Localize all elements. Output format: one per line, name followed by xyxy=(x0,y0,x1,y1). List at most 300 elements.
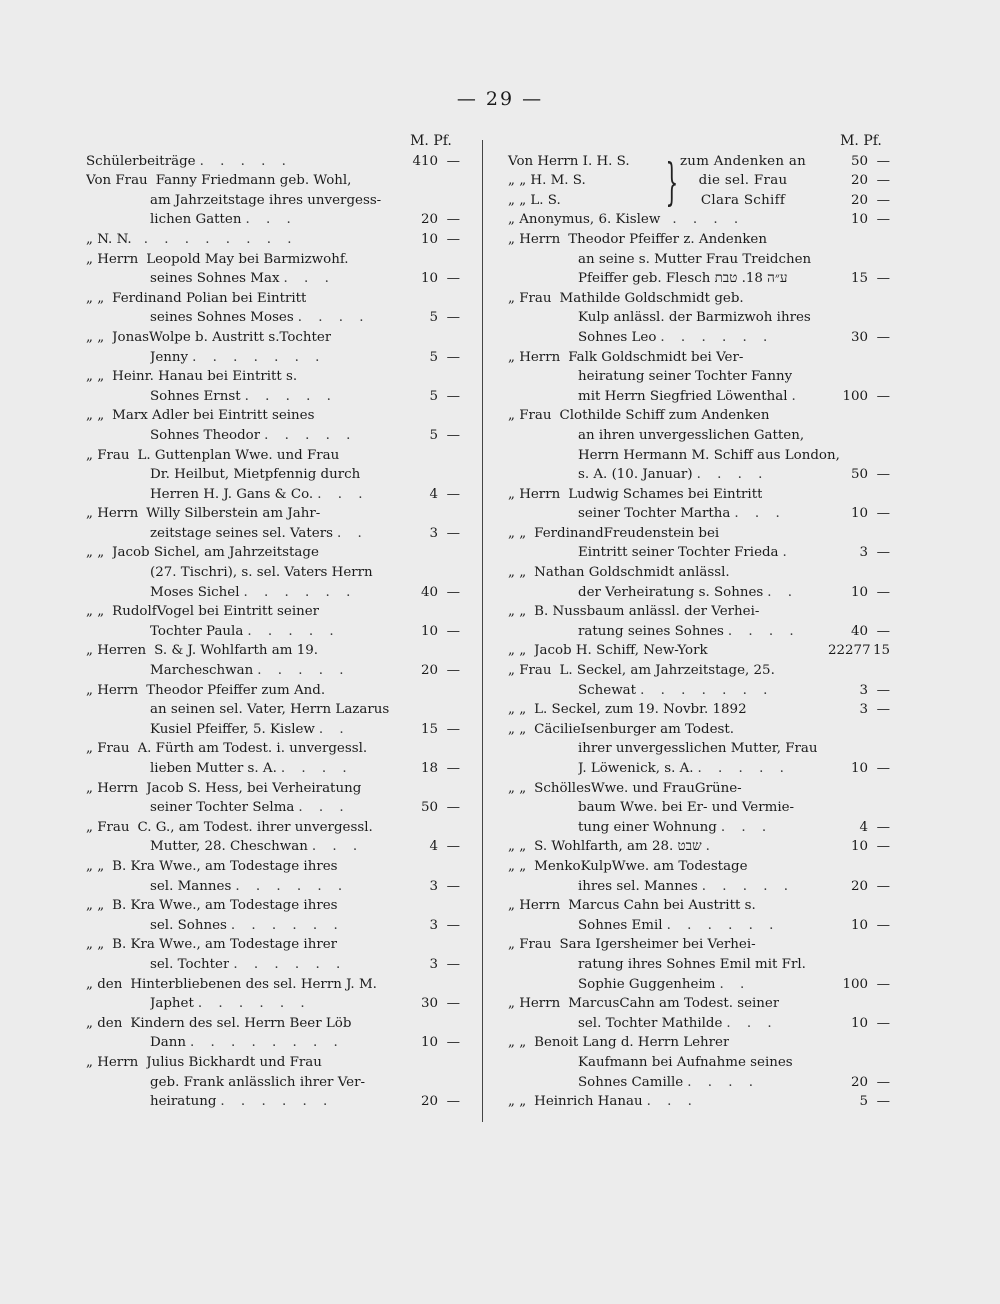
amount-mark: 15 xyxy=(850,271,868,287)
entry-prefix: „ Herrn xyxy=(508,349,561,365)
entry-prefix: „ „ xyxy=(86,604,105,620)
entry-line xyxy=(86,1033,462,1053)
entry-text: Sohnes Leo xyxy=(578,329,657,345)
entry-line xyxy=(86,328,462,348)
entry-text: Herrn Hermann M. Schiff aus London, xyxy=(578,447,840,463)
entry-prefix: „ „ xyxy=(86,290,105,306)
amount-pfennig: — xyxy=(876,702,890,718)
entry-line xyxy=(86,779,462,799)
amount-pfennig: — xyxy=(446,917,460,933)
entry-line xyxy=(86,191,462,211)
amount-pfennig: — xyxy=(446,153,460,169)
amount-pfennig: — xyxy=(876,192,890,208)
entry-text: B. Kra Wwe., am Todestage ihres xyxy=(112,858,338,874)
amount-pfennig: — xyxy=(876,917,890,933)
amount xyxy=(398,622,462,642)
entry-text: Theodor Pfeiffer z. Andenken xyxy=(568,231,767,247)
leader-dots: . . . . . . xyxy=(230,917,344,933)
amount-pfennig: — xyxy=(876,329,890,345)
entry-line xyxy=(508,837,892,857)
entry-text: an seinen sel. Vater, Herrn Lazarus xyxy=(150,702,390,718)
column-divider xyxy=(482,140,483,1122)
amount-pfennig: — xyxy=(876,976,890,992)
amount xyxy=(828,583,892,603)
entry-line xyxy=(508,426,892,446)
entry-line xyxy=(508,406,892,426)
leader-dots: . . . xyxy=(646,1094,698,1110)
leader-dots: . . . . . xyxy=(199,153,292,169)
entry-line xyxy=(86,681,462,701)
entry-line xyxy=(86,485,462,505)
brace-rows xyxy=(508,152,892,211)
entry-line xyxy=(508,661,892,681)
leader-dots: . xyxy=(782,545,793,561)
amount-pfennig: — xyxy=(446,996,460,1012)
entry-text: lichen Gatten xyxy=(150,212,242,228)
entry-text: Jenny xyxy=(150,349,189,365)
entry-line xyxy=(86,426,462,446)
dedication-text: die sel. Frau xyxy=(698,173,788,189)
list-item xyxy=(508,641,892,661)
entry-line xyxy=(86,1014,462,1034)
entry-line xyxy=(86,759,462,779)
entry-line xyxy=(86,230,462,250)
list-item xyxy=(86,602,462,641)
entry-text: an ihren unvergesslichen Gatten, xyxy=(578,427,805,443)
amount xyxy=(398,916,462,936)
brace-row xyxy=(508,191,892,211)
amount-mark: 50 xyxy=(850,467,868,483)
entry-prefix: „ Herren xyxy=(86,643,147,659)
leader-dots: . . . xyxy=(311,839,364,855)
amount xyxy=(398,1033,462,1053)
entry-text: Eintritt seiner Tochter Frieda xyxy=(578,545,779,561)
list-item xyxy=(86,289,462,328)
entry-text: Kusiel Pfeiffer, 5. Kislew xyxy=(150,721,315,737)
left-unit-header: M. Pf. xyxy=(410,133,452,149)
entry-text: Fanny Friedmann geb. Wohl, xyxy=(155,173,352,189)
entry-text: Kulp anlässl. der Barmizwoh ihres xyxy=(578,310,811,326)
amount xyxy=(398,269,462,289)
amount xyxy=(828,1092,892,1112)
entry-line xyxy=(508,641,892,661)
amount xyxy=(398,210,462,230)
amount-mark: 5 xyxy=(429,349,438,365)
amount xyxy=(828,681,892,701)
entry-text: A. Fürth am Todest. i. unvergessl. xyxy=(137,741,368,757)
list-item xyxy=(86,1053,462,1112)
amount-pfennig: — xyxy=(446,1035,460,1051)
entry-line xyxy=(508,739,892,759)
amount-mark: 10 xyxy=(420,623,438,639)
list-item xyxy=(86,641,462,680)
amount xyxy=(828,328,892,348)
entry-text: am Jahrzeitstage ihres unvergess- xyxy=(150,192,382,208)
entry-text: Marcus Cahn bei Austritt s. xyxy=(568,898,756,914)
amount-mark: 20 xyxy=(420,663,438,679)
list-item xyxy=(508,700,892,720)
right-column xyxy=(508,132,892,1112)
entry-line xyxy=(86,661,462,681)
entry-prefix: „ N. N. xyxy=(86,231,132,247)
list-item xyxy=(508,602,892,641)
entry-line xyxy=(86,504,462,524)
brace-row xyxy=(508,171,892,191)
amount-mark: 10 xyxy=(850,917,868,933)
entry-text: Dann xyxy=(150,1035,186,1051)
list-item xyxy=(508,720,892,779)
entry-text: Falk Goldschmidt bei Ver- xyxy=(568,349,744,365)
entry-line xyxy=(508,857,892,877)
entry-prefix: „ „ xyxy=(508,1035,527,1051)
entry-text: geb. Frank anlässlich ihrer Ver- xyxy=(150,1074,365,1090)
entry-prefix: „ Frau xyxy=(508,408,552,424)
amount-pfennig: — xyxy=(876,271,890,287)
amount-mark: 20 xyxy=(850,173,868,189)
amount xyxy=(398,994,462,1014)
entry-prefix: „ „ xyxy=(508,702,527,718)
entry-text: Sohnes Ernst xyxy=(150,388,241,404)
entry-text: Sohnes Emil xyxy=(578,917,663,933)
entry-text: Tochter Paula xyxy=(150,623,244,639)
entry-line xyxy=(508,759,892,779)
amount xyxy=(398,230,462,250)
entry-line xyxy=(508,308,892,328)
entry-prefix: „ „ xyxy=(86,898,105,914)
entry-line xyxy=(86,641,462,661)
entry-line xyxy=(86,916,462,936)
amount-mark: 10 xyxy=(850,212,868,228)
amount xyxy=(398,152,462,172)
entry-line xyxy=(86,818,462,838)
entry-line xyxy=(86,1073,462,1093)
entry-line xyxy=(508,1092,892,1112)
entry-text: sel. Mannes xyxy=(150,878,232,894)
entry-text: S. Wohlfarth, am 28. שבט xyxy=(534,839,702,855)
amount-mark: 10 xyxy=(420,1035,438,1051)
entry-text: Schülerbeiträge xyxy=(86,153,196,169)
right-unit-header: M. Pf. xyxy=(840,133,882,149)
entry-line xyxy=(508,955,892,975)
entry-prefix: Von Frau xyxy=(86,173,148,189)
amount-pfennig: — xyxy=(446,388,460,404)
entry-prefix: „ „ xyxy=(86,545,105,561)
leader-dots: . . . . . xyxy=(244,388,337,404)
entry-line xyxy=(508,877,892,897)
entry-text: mit Herrn Siegfried Löwenthal xyxy=(578,388,788,404)
entry-text: Kaufmann bei Aufnahme seines xyxy=(578,1054,793,1070)
entry-line xyxy=(86,700,462,720)
amount xyxy=(828,465,892,485)
entry-line xyxy=(508,622,892,642)
entry-prefix: „ Frau xyxy=(86,741,130,757)
entry-text: FerdinandFreudenstein bei xyxy=(534,525,720,541)
amount-pfennig: — xyxy=(446,231,460,247)
entry-line xyxy=(86,563,462,583)
dedication-text: zum Andenken an xyxy=(679,153,807,169)
list-item xyxy=(86,171,462,230)
entry-line xyxy=(86,171,462,191)
entry-prefix: „ Frau xyxy=(86,819,130,835)
amount-mark: 30 xyxy=(420,996,438,1012)
entry-line xyxy=(508,798,892,818)
list-item xyxy=(86,975,462,1014)
list-item xyxy=(508,1092,892,1112)
entry-text: SchöllesWwe. und FrauGrüne- xyxy=(534,780,742,796)
entry-text: s. A. (10. Januar) xyxy=(578,467,693,483)
entry-line xyxy=(86,602,462,622)
donor-name: „ „ L. S. xyxy=(508,192,561,208)
amount-pfennig: — xyxy=(876,819,890,835)
amount-pfennig: — xyxy=(876,1015,890,1031)
amount-pfennig: — xyxy=(876,682,890,698)
entry-prefix: „ „ xyxy=(86,937,105,953)
entry-text: Mutter, 28. Cheschwan xyxy=(150,839,308,855)
leader-dots: . . xyxy=(767,584,799,600)
entry-prefix: „ Herrn xyxy=(86,682,139,698)
list-item xyxy=(86,896,462,935)
leader-dots: . . . . . . xyxy=(235,878,349,894)
entry-text: Schewat xyxy=(578,682,637,698)
brace-group xyxy=(508,152,892,211)
entry-text: MenkoKulpWwe. am Todestage xyxy=(534,858,748,874)
entry-line xyxy=(508,583,892,603)
entry-text: an seine s. Mutter Frau Treidchen xyxy=(578,251,812,267)
entry-prefix: „ Herrn xyxy=(86,1054,139,1070)
amount-pfennig: — xyxy=(446,310,460,326)
amount-pfennig: — xyxy=(446,956,460,972)
entry-line xyxy=(86,877,462,897)
amount xyxy=(398,837,462,857)
entry-text: sel. Tochter Mathilde xyxy=(578,1015,723,1031)
amount-mark: 40 xyxy=(850,623,868,639)
entry-text: B. Kra Wwe., am Todestage ihrer xyxy=(112,937,338,953)
entry-text: ratung seines Sohnes xyxy=(578,623,724,639)
list-item xyxy=(86,328,462,367)
amount xyxy=(828,641,892,661)
amount xyxy=(398,348,462,368)
entry-line xyxy=(86,1053,462,1073)
entry-prefix: „ „ xyxy=(86,858,105,874)
amount-pfennig: — xyxy=(876,584,890,600)
amount-pfennig: — xyxy=(876,173,890,189)
amount xyxy=(398,720,462,740)
entry-prefix: „ Herrn xyxy=(508,486,561,502)
entry-prefix: „ „ xyxy=(508,1094,527,1110)
leader-dots: . . . . . . . xyxy=(640,682,774,698)
entry-text: JonasWolpe b. Austritt s.Tochter xyxy=(112,329,332,345)
entry-prefix: „ Frau xyxy=(86,447,130,463)
amount xyxy=(398,877,462,897)
list-item xyxy=(508,896,892,935)
amount-mark: 20 xyxy=(420,212,438,228)
entry-line xyxy=(508,700,892,720)
entry-prefix: „ Anonymus, 6. Kislew xyxy=(508,212,661,228)
entry-prefix: „ „ xyxy=(508,858,527,874)
amount xyxy=(828,916,892,936)
entry-text: Ludwig Schames bei Eintritt xyxy=(568,486,763,502)
amount-mark: 5 xyxy=(429,310,438,326)
list-item xyxy=(86,681,462,740)
entry-prefix: „ Frau xyxy=(508,290,552,306)
list-item xyxy=(508,289,892,348)
right-entry-list xyxy=(508,210,892,1111)
amount-pfennig: — xyxy=(446,584,460,600)
list-item xyxy=(86,1014,462,1053)
amount-mark: 3 xyxy=(859,702,868,718)
entry-text: S. & J. Wohlfarth am 19. xyxy=(154,643,319,659)
list-item xyxy=(86,446,462,505)
list-item xyxy=(86,250,462,289)
list-item xyxy=(508,779,892,838)
entry-text: lieben Mutter s. A. xyxy=(150,761,277,776)
amount-pfennig: — xyxy=(876,506,890,522)
leader-dots: . . . xyxy=(298,800,350,816)
entry-line xyxy=(508,524,892,544)
amount-pfennig: — xyxy=(876,467,890,483)
entry-text: der Verheiratung s. Sohnes xyxy=(578,584,764,600)
amount-mark: 5 xyxy=(859,1094,868,1110)
leader-dots: . . . . xyxy=(672,212,745,228)
amount xyxy=(398,1092,462,1112)
amount-mark: 10 xyxy=(850,761,868,776)
amount-pfennig: — xyxy=(876,623,890,639)
entry-text: Dr. Heilbut, Mietpfennig durch xyxy=(150,467,361,483)
amount-mark: 40 xyxy=(420,584,438,600)
amount-pfennig: — xyxy=(876,1094,890,1110)
entry-prefix: „ Herrn xyxy=(508,898,561,914)
leader-dots: . . . xyxy=(245,212,297,228)
amount-pfennig: — xyxy=(446,721,460,737)
entry-text: Willy Silberstein am Jahr- xyxy=(146,506,321,522)
leader-dots: . . . . . . xyxy=(243,584,357,600)
amount-mark: 3 xyxy=(429,956,438,972)
amount xyxy=(398,955,462,975)
amount-pfennig: — xyxy=(446,486,460,502)
amount-pfennig: — xyxy=(446,525,460,541)
entry-line xyxy=(508,387,892,407)
entry-text: Heinr. Hanau bei Eintritt s. xyxy=(112,369,298,385)
leader-dots: . . . . . . . xyxy=(192,349,326,365)
list-item xyxy=(86,739,462,778)
entry-line xyxy=(508,230,892,250)
entry-text: Sohnes Theodor xyxy=(150,427,261,443)
entry-text: heiratung seiner Tochter Fanny xyxy=(578,369,793,385)
amount xyxy=(828,877,892,897)
left-unit-header-row xyxy=(86,132,462,152)
entry-prefix: „ Herrn xyxy=(86,251,139,267)
entry-prefix: „ Herrn xyxy=(508,231,561,247)
amount-mark: 10 xyxy=(850,839,868,855)
amount xyxy=(828,210,892,230)
entry-line xyxy=(86,406,462,426)
dedication-text: Clara Schiff xyxy=(700,192,786,208)
leader-dots: . . . . . . . . xyxy=(143,231,298,247)
list-item xyxy=(508,661,892,700)
entry-prefix: „ Herrn xyxy=(86,780,139,796)
entry-prefix: „ Herrn xyxy=(86,506,139,522)
leader-dots: . . . . . . . . xyxy=(189,1035,344,1051)
amount-mark: 10 xyxy=(850,506,868,522)
entry-text: B. Nussbaum anlässl. der Verhei- xyxy=(534,604,760,620)
leader-dots: . . . xyxy=(720,819,773,835)
entry-text: ratung ihres Sohnes Emil mit Frl. xyxy=(578,956,806,972)
entry-text: B. Kra Wwe., am Todestage ihres xyxy=(112,898,338,914)
amount xyxy=(828,700,892,720)
amount xyxy=(828,269,892,289)
entry-line xyxy=(86,387,462,407)
entry-line xyxy=(86,269,462,289)
entry-text: Julius Bickhardt und Frau xyxy=(146,1054,322,1070)
entry-text: Nathan Goldschmidt anlässl. xyxy=(534,565,730,581)
amount xyxy=(398,759,462,779)
list-item xyxy=(508,230,892,289)
amount xyxy=(828,818,892,838)
entry-prefix: „ „ xyxy=(86,369,105,385)
entry-line xyxy=(86,289,462,309)
amount xyxy=(828,837,892,857)
leader-dots: . . . . . xyxy=(257,663,350,679)
amount-mark: 4 xyxy=(429,839,438,855)
entry-text: Hinterbliebenen des sel. Herrn J. M. xyxy=(130,976,377,992)
entry-text: Sara Igersheimer bei Verhei- xyxy=(559,937,756,953)
entry-line xyxy=(86,465,462,485)
amount-pfennig: 15 xyxy=(872,643,890,659)
entry-text: Ferdinand Polian bei Eintritt xyxy=(112,290,307,306)
amount xyxy=(828,387,892,407)
leader-dots: . . . xyxy=(317,486,369,502)
entry-prefix: „ Frau xyxy=(508,663,552,679)
entry-line xyxy=(508,504,892,524)
entry-text: Kindern des sel. Herrn Beer Löb xyxy=(130,1015,352,1031)
entry-text: seiner Tochter Martha xyxy=(578,506,731,522)
entry-text: L. Seckel, am Jahrzeitstage, 25. xyxy=(559,663,775,679)
entry-prefix: „ „ xyxy=(508,525,527,541)
amount-pfennig: — xyxy=(876,212,890,228)
list-item xyxy=(508,935,892,994)
amount-mark: 15 xyxy=(420,721,438,737)
amount xyxy=(398,524,462,544)
amount xyxy=(828,191,892,211)
list-item xyxy=(86,367,462,406)
amount xyxy=(828,1014,892,1034)
entry-line xyxy=(508,720,892,740)
amount-mark: 10 xyxy=(420,231,438,247)
leader-dots: . . . . xyxy=(696,467,769,483)
entry-line xyxy=(508,210,892,230)
list-item xyxy=(508,857,892,896)
page-number: — 29 — xyxy=(456,88,544,110)
entry-text: baum Wwe. bei Er- und Vermie- xyxy=(578,800,795,816)
donor-name: Von Herrn I. H. S. xyxy=(508,153,630,169)
amount-mark: 100 xyxy=(842,976,868,992)
amount-mark: 20 xyxy=(850,878,868,894)
amount-mark: 3 xyxy=(429,917,438,933)
list-item xyxy=(86,406,462,445)
leader-dots: . . . . xyxy=(280,761,353,776)
amount-pfennig: — xyxy=(446,839,460,855)
list-item xyxy=(508,563,892,602)
entry-line xyxy=(508,1053,892,1073)
entry-line xyxy=(86,543,462,563)
entry-line xyxy=(508,465,892,485)
amount-pfennig: — xyxy=(446,623,460,639)
entry-line xyxy=(508,916,892,936)
brace-symbol: } xyxy=(665,152,679,211)
entry-line xyxy=(86,1092,462,1112)
entry-text: heiratung xyxy=(150,1094,217,1110)
amount-pfennig: — xyxy=(446,878,460,894)
